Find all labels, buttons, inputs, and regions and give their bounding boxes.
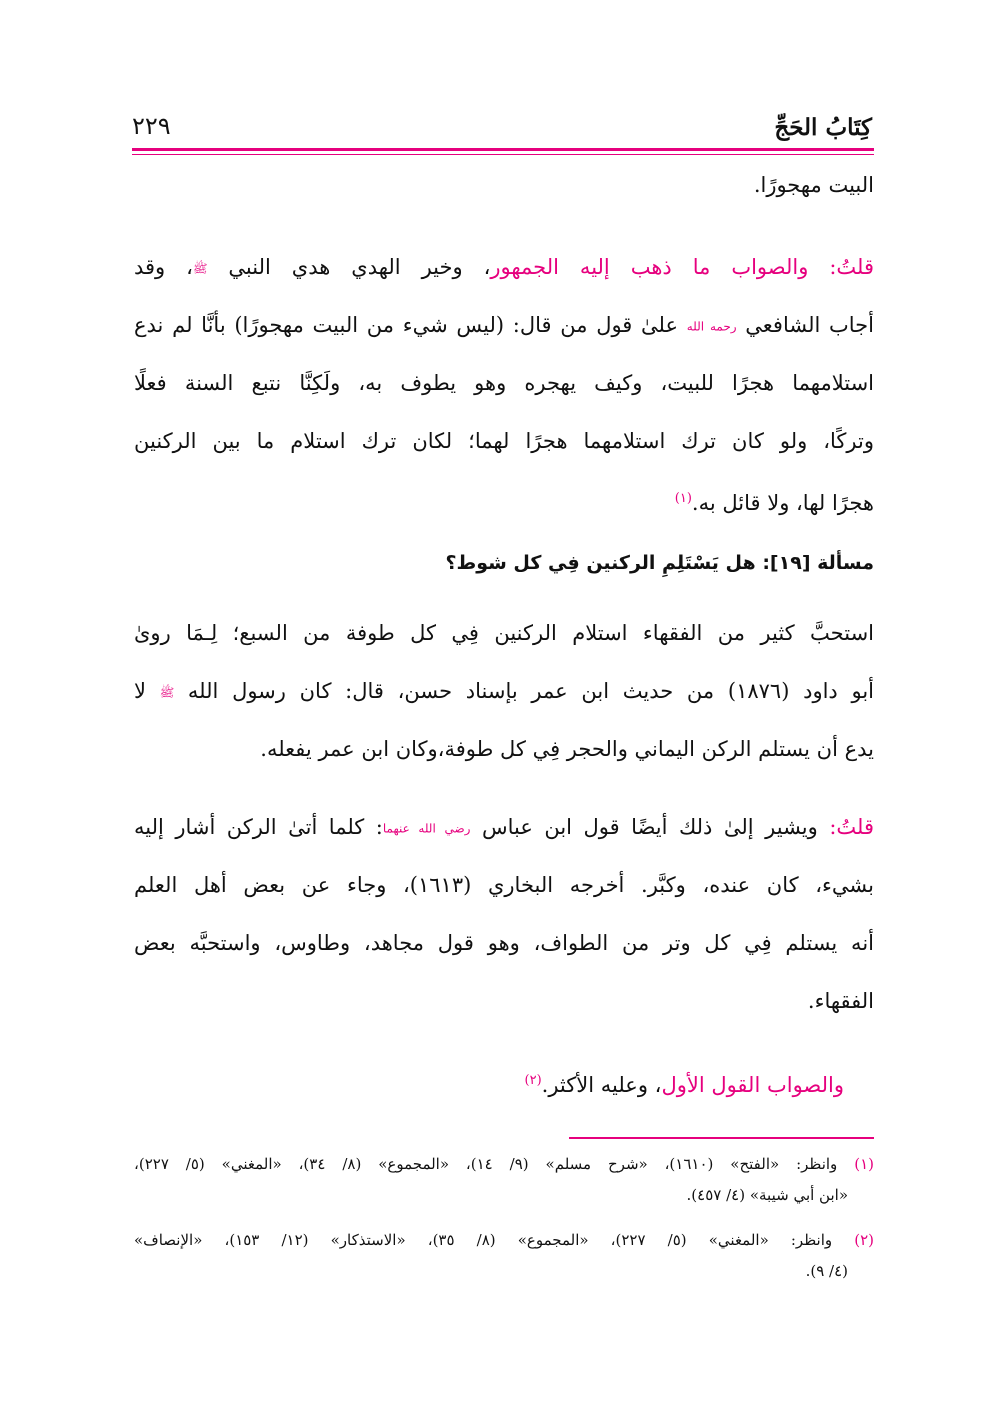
paragraph-line: يدع أن يستلم الركن اليماني والحجر فِي كل طوفة،وكان ابن عمر يفعله.: [260, 737, 874, 761]
running-header: [132, 112, 872, 146]
footnote-number: (٢): [854, 1231, 874, 1249]
honorific: ﷺ: [192, 261, 208, 276]
qult-label: قلتُ:: [829, 255, 875, 279]
footnote-1-cont: «ابن أبي شيبة» (٤/ ٤٥٧).: [686, 1186, 848, 1204]
footnote-separator: [569, 1137, 874, 1139]
paragraph-line: قلتُ: ويشير إلىٰ ذلك أيضًا قول ابن عباس رضي الله عنهما: كلما أتىٰ الركن أشار إليه: [134, 815, 874, 839]
sawab-phrase: والصواب القول الأول: [661, 1073, 844, 1097]
footnote-2-cont: (٤/ ٩).: [805, 1262, 848, 1280]
footnote-ref[interactable]: (٢): [524, 1073, 542, 1088]
footnote-number: (١): [854, 1155, 874, 1173]
paragraph-line: الفقهاء.: [807, 989, 874, 1013]
issue-heading: مسألة [١٩]: هل يَسْتَلِمِ الركنين فِي كل شوط؟: [445, 552, 874, 574]
paragraph-line: وتركًا، ولو كان ترك استلامهما هجرًا لهما؛ لكان ترك استلام ما بين الركنين: [134, 429, 874, 453]
paragraph-line: أنه يستلم فِي كل وتر من الطواف، وهو قول مجاهد، وطاوس، واستحبَّه بعض: [134, 931, 874, 955]
paragraph-line: استلامهما هجرًا للبيت، وكيف يهجره وهو يطوف به، ولَكِنَّا نتبع السنة فعلًا: [134, 371, 874, 395]
qult-label: قلتُ:: [829, 815, 874, 839]
paragraph-line: استحبَّ كثير من الفقهاء استلام الركنين فِي كل طوفة من السبع؛ لِـمَا روىٰ: [134, 621, 874, 645]
header-rule-thick: [132, 148, 874, 151]
honorific: ﷺ: [159, 685, 175, 700]
header-rule-thin: [132, 154, 874, 155]
footnote-1: (١) وانظر: «الفتح» (١٦١٠)، «شرح مسلم» (٩/ ١٤)، «المجموع» (٨/ ٣٤)، «المغني» (٥/ ٢٢٧)،: [134, 1155, 874, 1173]
honorific: رحمه الله: [686, 319, 737, 334]
page-number: ٢٢٩: [132, 112, 171, 140]
paragraph-line: قلتُ: والصواب ما ذهب إليه الجمهور، وخير الهدي هدي النبي ﷺ، وقد: [134, 255, 875, 279]
chapter-title: كِتَابُ الحَجِّ: [774, 114, 872, 141]
honorific: رضي الله عنهما: [382, 821, 471, 836]
paragraph-line: أبو داود (١٨٧٦) من حديث ابن عمر بإسناد حسن، قال: كان رسول الله ﷺ لا: [134, 679, 875, 703]
footnote-2: (٢) وانظر: «المغني» (٥/ ٢٢٧)، «المجموع» (٨/ ٣٥)، «الاستذكار» (١٢/ ١٥٣)، «الإنصاف»: [134, 1231, 874, 1249]
paragraph-line: أجاب الشافعي رحمه الله علىٰ قول من قال: (ليس شيء من البيت مهجورًا) بأنَّا لم ندع: [134, 313, 874, 337]
paragraph-line: بشيء، كان عنده، وكبَّر. أخرجه البخاري (١٦١٣)، وجاء عن بعض أهل العلم: [134, 873, 874, 897]
paragraph-line: هجرًا لها، ولا قائل به.$^{(١)}$: [674, 491, 874, 515]
footnote-ref[interactable]: (١): [674, 491, 692, 506]
paragraph-line: البيت مهجورًا.: [753, 173, 874, 197]
paragraph-line: والصواب القول الأول، وعليه الأكثر.$^{(٢)}$: [524, 1073, 844, 1097]
sawab-phrase: والصواب ما ذهب إليه الجمهور: [490, 255, 809, 279]
